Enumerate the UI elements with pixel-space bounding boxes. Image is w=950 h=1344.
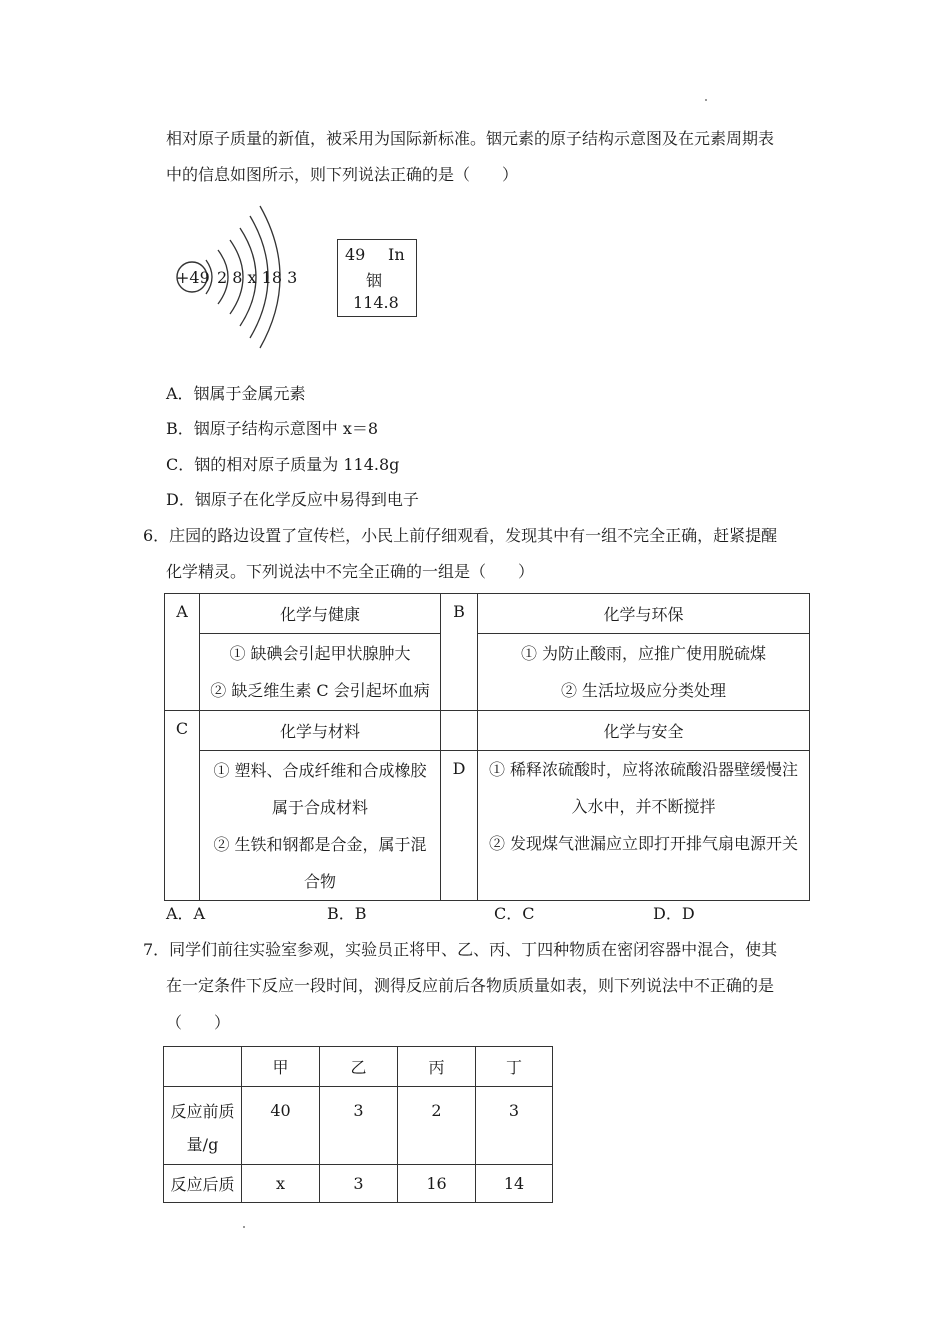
q6-b-content xyxy=(478,634,810,711)
q7-row1-cell-1 xyxy=(242,1087,320,1165)
q7-stem-line1: 7．同学们前往实验室参观，实验员正将甲、乙、丙、丁四种物质在密闭容器中混合，使其 xyxy=(143,940,778,959)
q6-a-title-cell xyxy=(200,594,441,634)
q7-row1-value-2: 3 xyxy=(353,1101,364,1120)
q7-row1-value-4: 3 xyxy=(508,1101,520,1120)
q7-row2-value-3: 16 xyxy=(426,1174,447,1193)
q6-b-line-2: ② 生活垃圾应分类处理 xyxy=(560,681,727,700)
q6-option-b: B．B xyxy=(327,904,367,923)
q7-header-2: 乙 xyxy=(350,1058,367,1077)
q7-header-cell-2 xyxy=(320,1047,398,1087)
q7-row1-label-1: 反应前质 xyxy=(170,1102,235,1121)
q7-row1-label-2: 量/g xyxy=(186,1135,219,1154)
element-symbol: In xyxy=(388,245,405,264)
q6-a-title: 化学与健康 xyxy=(279,605,360,624)
q7-row2-cell-3 xyxy=(398,1165,476,1203)
q6-c-content xyxy=(200,751,441,901)
q7-stem-line2: 在一定条件下反应一段时间，测得反应前后各物质质量如表，则下列说法中不正确的是 xyxy=(166,976,775,995)
q6-c-line-1: ① 塑料、合成纤维和合成橡胶 xyxy=(213,760,427,780)
scan-dot-bottom xyxy=(243,1226,245,1228)
q6-stem-line1: 6．庄园的路边设置了宣传栏，小民上前仔细观看，发现其中有一组不完全正确，赶紧提醒 xyxy=(143,526,778,545)
q7-row2-cell-2 xyxy=(320,1165,398,1203)
q7-header-cell-3 xyxy=(398,1047,476,1087)
q7-header-1: 甲 xyxy=(272,1058,289,1077)
q6-letter-b: B xyxy=(441,594,478,711)
q6-d-line-3: ② 发现煤气泄漏应立即打开排气扇电源开关 xyxy=(488,834,799,853)
q7-header-cell-4 xyxy=(476,1047,553,1087)
q6-d-title-cell xyxy=(478,711,810,751)
q7-row1-value-3: 2 xyxy=(431,1101,442,1120)
q6-stem-line2: 化学精灵。下列说法中不完全正确的一组是（ ） xyxy=(166,562,535,581)
q6-c-line-4: 合物 xyxy=(303,871,336,891)
q5-option-a: A．铟属于金属元素 xyxy=(166,384,306,403)
electron-counts: 2 8 x 18 3 xyxy=(217,268,298,287)
q6-c-title: 化学与材料 xyxy=(279,722,360,741)
scan-dot-top xyxy=(705,99,707,101)
q7-row2-cell-1 xyxy=(242,1165,320,1203)
q6-b-line-1: ① 为防止酸雨，应推广使用脱硫煤 xyxy=(520,644,767,663)
q6-a-content xyxy=(200,634,441,711)
q7-row1-value-1: 40 xyxy=(270,1101,291,1120)
q7-row2-value-1: x xyxy=(275,1174,286,1193)
q6-d-line-1: ① 稀释浓硫酸时，应将浓硫酸沿器壁缓慢注 xyxy=(488,760,799,779)
element-name: 铟 xyxy=(366,271,383,290)
q6-option-c: C．C xyxy=(494,904,535,923)
q5-stem-line2: 中的信息如图所示，则下列说法正确的是（ ） xyxy=(166,165,519,184)
q7-row1-cell-4 xyxy=(476,1087,553,1165)
q6-d-content xyxy=(478,751,810,901)
q6-d-line-2: 入水中，并不断搅拌 xyxy=(571,797,716,816)
q6-option-a: A．A xyxy=(166,904,206,923)
q7-header-3: 丙 xyxy=(428,1058,445,1077)
q7-table xyxy=(163,1046,553,1203)
q7-header-blank xyxy=(164,1047,242,1087)
q6-letter-c: C xyxy=(165,711,200,901)
element-atomic-mass: 114.8 xyxy=(353,293,399,312)
q7-header-cell-1 xyxy=(242,1047,320,1087)
q7-header-4: 丁 xyxy=(505,1058,522,1077)
q6-a-line-2: ② 缺乏维生素 C 会引起坏血病 xyxy=(210,681,430,700)
q6-table xyxy=(164,593,810,901)
q6-letter-a: A xyxy=(165,594,200,711)
q6-b-title-cell xyxy=(478,594,810,634)
q6-b-title: 化学与环保 xyxy=(603,605,684,624)
q7-row1-cell-3 xyxy=(398,1087,476,1165)
element-atomic-number: 49 xyxy=(345,245,366,264)
q5-stem-line1: 相对原子质量的新值，被采用为国际新标准。铟元素的原子结构示意图及在元素周期表 xyxy=(166,129,775,148)
q7-stem-line3: （ ） xyxy=(166,1013,231,1032)
q7-row2-label xyxy=(164,1165,242,1203)
q7-row1-label xyxy=(164,1087,242,1165)
q6-c-title-cell xyxy=(200,711,441,751)
q5-option-c: C．铟的相对原子质量为 114.8g xyxy=(166,455,400,474)
q7-row2-value-4: 14 xyxy=(503,1174,525,1193)
nucleus-charge: +49 xyxy=(176,268,210,287)
q6-a-line-1: ① 缺碘会引起甲状腺肿大 xyxy=(229,644,411,663)
q6-letter-d: D xyxy=(441,751,478,901)
periodic-table-element-box xyxy=(337,239,417,317)
q6-c-line-3: ② 生铁和钢都是合金，属于混 xyxy=(213,834,427,854)
q5-option-d: D．铟原子在化学反应中易得到电子 xyxy=(166,490,419,509)
q7-row2-value-2: 3 xyxy=(353,1174,364,1193)
q7-row2-label-1: 反应后质 xyxy=(170,1175,235,1194)
q6-empty-cell xyxy=(441,711,478,751)
q7-row1-cell-2 xyxy=(320,1087,398,1165)
q7-row2-cell-4 xyxy=(476,1165,553,1203)
q6-c-line-2: 属于合成材料 xyxy=(271,797,368,817)
q6-d-title: 化学与安全 xyxy=(603,722,684,741)
q6-option-d: D．D xyxy=(653,904,695,923)
q5-option-b: B．铟原子结构示意图中 x＝8 xyxy=(166,419,379,438)
